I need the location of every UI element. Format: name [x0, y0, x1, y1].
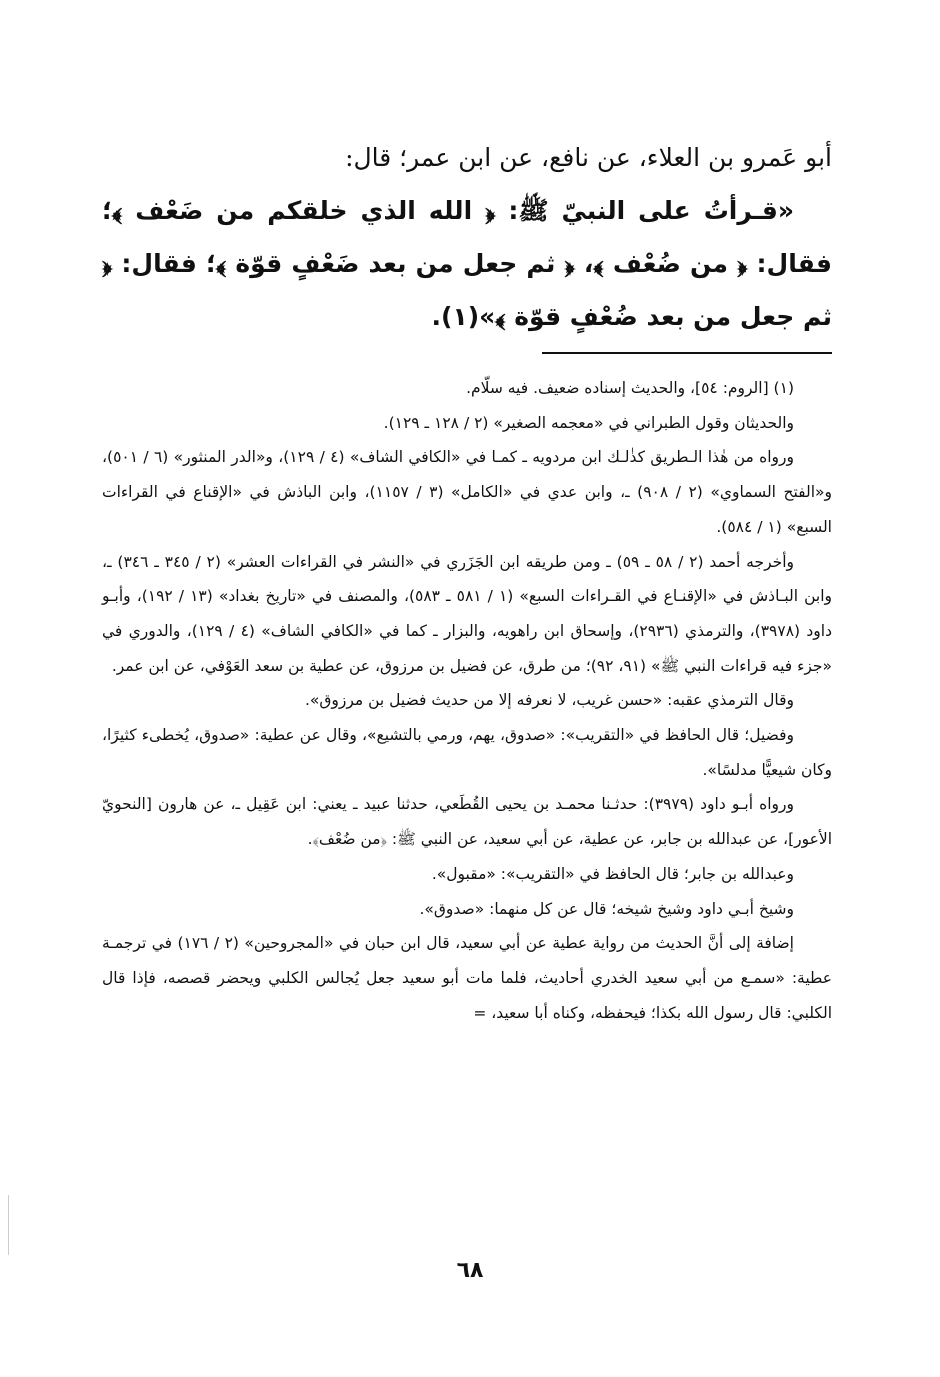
footnote-paragraph: وقال الترمذي عقبه: «حسن غريب، لا نعرفه إلا من حديث فضيل بن مرزوق».	[304, 691, 794, 710]
footnote-paragraph: ورواه من هٰذا الـطريق كذٰلـك ابن مردويه ـ كمـا في «الكافي الشاف» (٤ / ١٢٩)، و«الدر المنثور» (٦ / ٥٠١)، و«الفتح السماوي» (٢ / ٩٠٨) ـ، وابن عدي في «الكامل» (٣ / ١١٥٧)، وابن الباذش في «الإقناع في القراءات السبع» (١ / ٥٨٤).	[102, 448, 833, 536]
verse-paragraph: «قـرأتُ على النبيّ ﷺ: ﴿ الله الذي خلقكم من ضَعْف ﴾؛ فقال: ﴿ من ضُعْف ﴾، ﴿ ثم جعل من بعد ضَعْفٍ قوّة ﴾؛ فقال: ﴿ ثم جعل من بعد ضُعْفٍ قوّة ﴾»(١).	[102, 196, 832, 331]
footnote-paragraph: وعبدالله بن جابر؛ قال الحافظ في «التقريب»: «مقبول».	[431, 864, 794, 883]
scan-edge-mark	[8, 1195, 9, 1255]
footnote-paragraph: وفضيل؛ قال الحافظ في «التقريب»: «صدوق، يهم، ورمي بالتشيع»، وقال عن عطية: «صدوق، يُخطىء كثيرًا، وكان شيعيًّا مدلسًا».	[102, 726, 832, 779]
footnote-paragraph: (١) [الروم: ٥٤]، والحديث إسناده ضعيف. فيه سلّام.	[466, 379, 794, 397]
intro-line: أبو عَمرو بن العلاء، عن نافع، عن ابن عمر؛ قال:	[345, 143, 832, 172]
main-text	[102, 132, 832, 343]
footnotes	[102, 371, 832, 1030]
footnote-divider	[542, 352, 832, 354]
footnote-paragraph: والحديثان وقول الطبراني في «معجمه الصغير» (٢ / ١٢٨ ـ ١٢٩).	[383, 413, 794, 432]
page-number: ٦٨	[456, 1258, 484, 1283]
footnote-paragraph: إضافة إلى أنَّ الحديث من رواية عطية عن أبي سعيد، قال ابن حبان في «المجروحين» (٢ / ١٧٦) في ترجمـة عطية: «سمـع من أبي سعيد الخدري أحاديث، فلما مات أبو سعيد جعل يُجالس الكلبي ويحضر قصصه، فإذا قال الكلبي: قال رسول الله بكذا؛ فيحفظه، وكناه أبا سعيد، =	[102, 934, 832, 1022]
footnote-paragraph: وأخرجه أحمد (٢ / ٥٨ ـ ٥٩) ـ ومن طريقه ابن الجَزَري في «النشر في القراءات العشر» (٢ / ٣٤٥ ـ ٣٤٦) ـ، وابن البـاذش في «الإقنـاع في القـراءات السبع» (١ / ٥٨١ ـ ٥٨٣)، والمصنف في «تاريخ بغداد» (١٣ / ١٩٢)، وأبـو داود (٣٩٧٨)، والترمذي (٢٩٣٦)، وإسحاق ابن راهويه، والبزار ـ كما في «الكافي الشاف» (٤ / ١٢٩)، والدوري في «جزء فيه قراءات النبي ﷺ» (٩١، ٩٢)؛ من طرق، عن فضيل بن مرزوق، عن عطية بن سعد العَوْفي، عن ابن عمر.	[102, 552, 832, 675]
footnote-paragraph: وشيخ أبـي داود وشيخ شيخه؛ قال عن كل منهما: «صدوق».	[419, 899, 794, 918]
footnote-paragraph: ورواه أبـو داود (٣٩٧٩): حدثـنا محمـد بن يحيى القُطَعي، حدثنا عبيد ـ يعني: ابن عَقِيل ـ، عن هارون [النحويّ الأعور]، عن عبدالله بن جابر، عن عطية، عن أبي سعيد، عن النبي ﷺ: ﴿من ضُعْف﴾.	[102, 795, 832, 849]
